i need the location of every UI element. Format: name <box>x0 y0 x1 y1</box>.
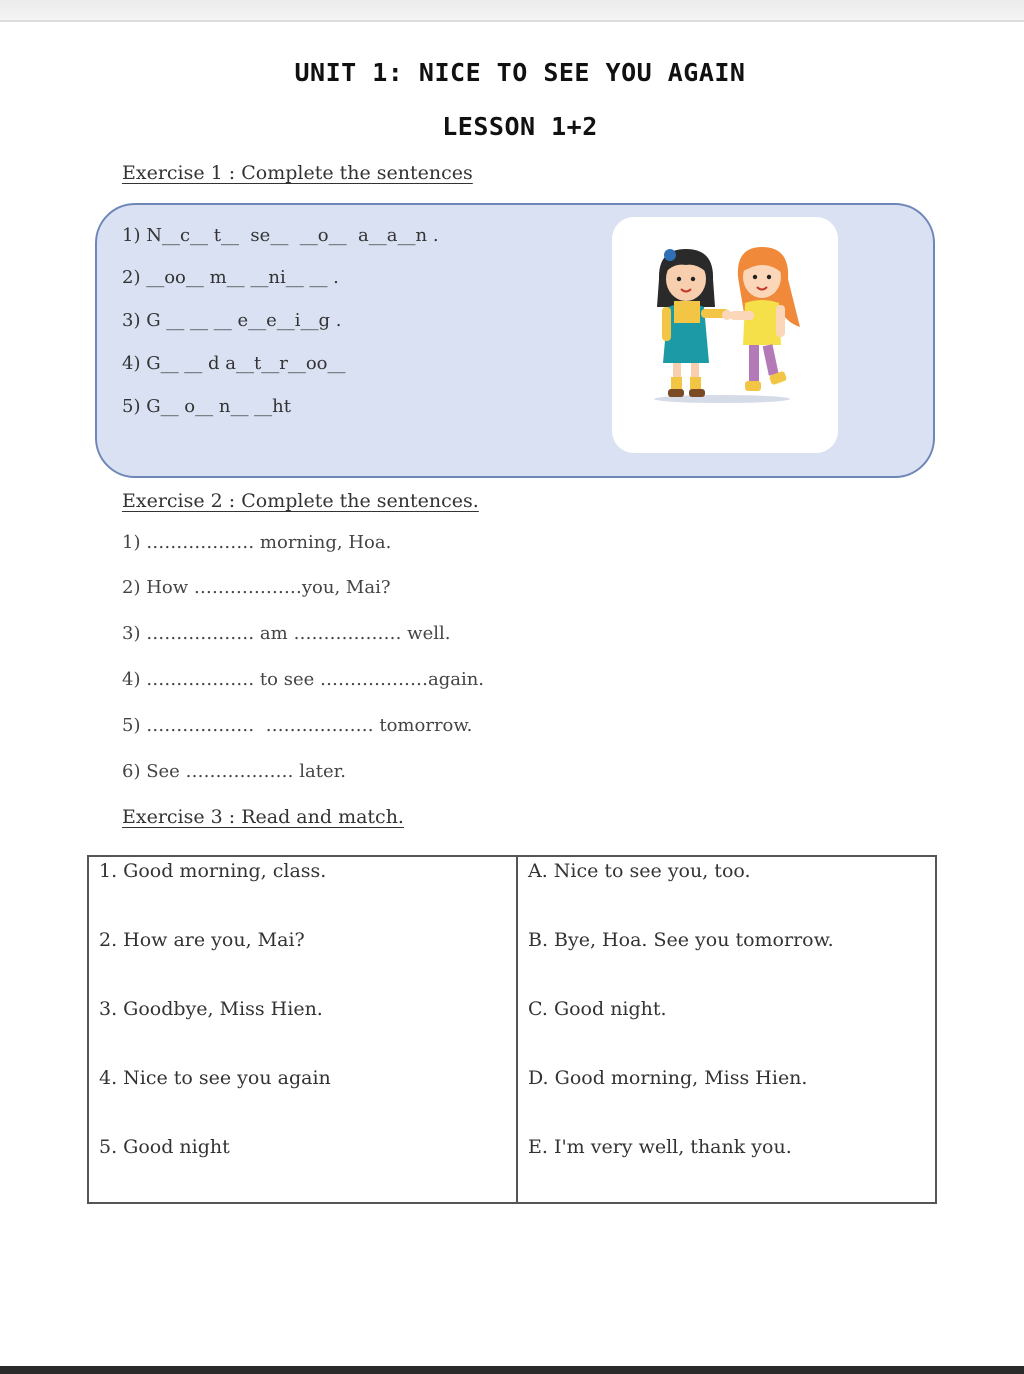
match-right-cell: B. Bye, Hoa. See you tomorrow. <box>517 926 936 995</box>
exercise-3-heading: Exercise 3 : Read and match. <box>122 806 404 828</box>
match-left-cell: 2. How are you, Mai? <box>88 926 517 995</box>
exercise-2-item: 4) ……………… to see ………………again. <box>122 669 485 690</box>
lesson-title: LESSON 1+2 <box>442 112 598 141</box>
exercise-1-item: 3) G __ __ __ e__e__i__g . <box>122 310 342 331</box>
table-row <box>88 856 936 926</box>
exercise-1-item: 5) G__ o__ n__ __ht <box>122 396 291 417</box>
match-right-cell: A. Nice to see you, too. <box>517 856 936 926</box>
table-row <box>88 1064 936 1133</box>
exercise-2-item: 1) ……………… morning, Hoa. <box>122 532 392 553</box>
girls-illustration <box>612 217 838 453</box>
matching-table <box>87 855 937 1204</box>
two-girls-holding-hands-icon <box>612 217 838 453</box>
unit-title: UNIT 1: NICE TO SEE YOU AGAIN <box>294 58 746 87</box>
match-left-cell: 3. Goodbye, Miss Hien. <box>88 995 517 1064</box>
exercise-1-heading: Exercise 1 : Complete the sentences <box>122 162 473 184</box>
top-edge <box>0 0 1024 22</box>
match-right-cell: E. I'm very well, thank you. <box>517 1133 936 1203</box>
table-row <box>88 1133 936 1203</box>
match-right-cell: C. Good night. <box>517 995 936 1064</box>
exercise-2-item: 5) ……………… ……………… tomorrow. <box>122 715 473 736</box>
exercise-2-heading: Exercise 2 : Complete the sentences. <box>122 490 479 512</box>
match-right-cell: D. Good morning, Miss Hien. <box>517 1064 936 1133</box>
exercise-1-item: 4) G__ __ d a__t__r__oo__ <box>122 353 346 374</box>
match-left-cell: 1. Good morning, class. <box>88 856 517 926</box>
match-left-cell: 5. Good night <box>88 1133 517 1203</box>
bottom-edge <box>0 1366 1024 1374</box>
exercise-1-item: 1) N__c__ t__ se__ __o__ a__a__n . <box>122 225 439 246</box>
exercise-2-item: 6) See ……………… later. <box>122 761 346 782</box>
table-row <box>88 995 936 1064</box>
exercise-2-item: 2) How ………………you, Mai? <box>122 577 391 598</box>
table-row <box>88 926 936 995</box>
exercise-2-item: 3) ……………… am ……………… well. <box>122 623 451 644</box>
match-left-cell: 4. Nice to see you again <box>88 1064 517 1133</box>
exercise-1-item: 2) __oo__ m__ __ni__ __ . <box>122 267 339 288</box>
